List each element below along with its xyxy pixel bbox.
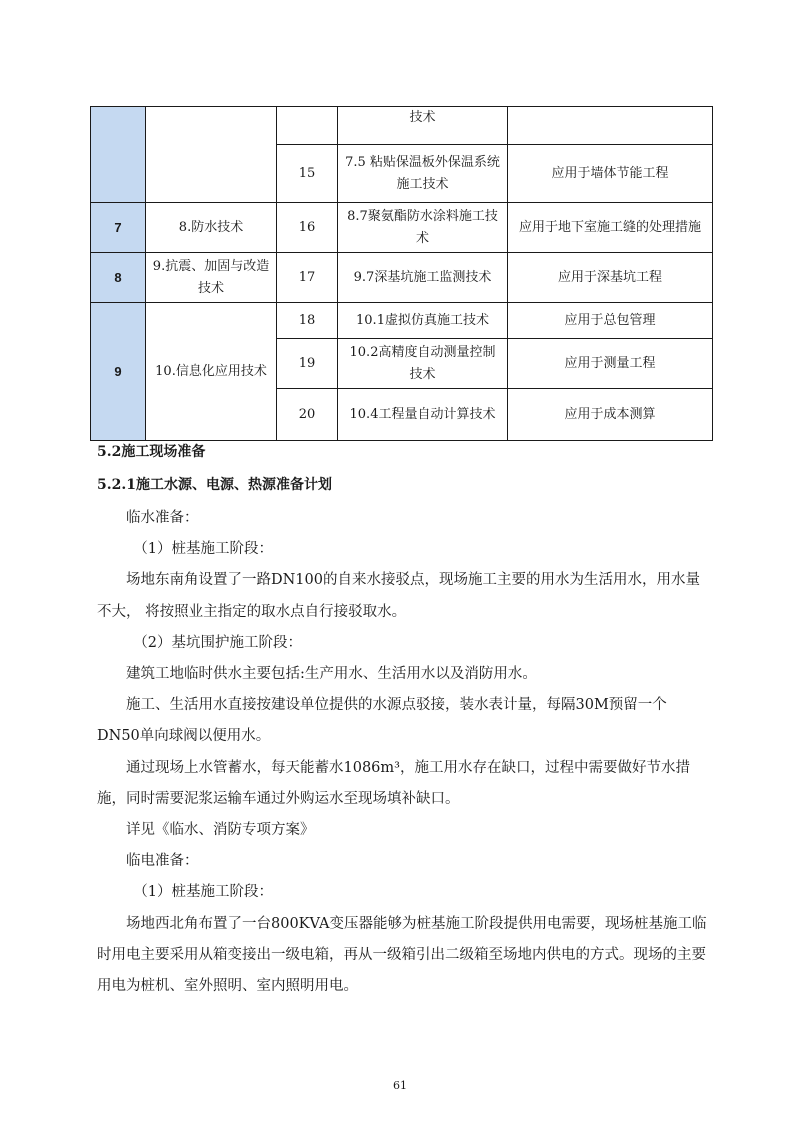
table-row: [91, 303, 713, 339]
number-cell: 17: [277, 253, 338, 303]
table-row: [91, 253, 713, 303]
paragraph: 场地东南角设置了一路DN100的自来水接驳点，现场施工主要的用水为生活用水，用水量不大， 将按照业主指定的取水点自行接驳取水。: [97, 572, 700, 620]
paragraph: 场地西北角布置了一台800KVA变压器能够为桩基施工阶段提供用电需要，现场桩基施工临时用电主要采用从箱变接出一级电箱，再从一级箱引出二级箱至场地内供电的方式。现场的主要用电为桩机、室外照明、室内照明用电。: [97, 915, 707, 995]
application-cell: [508, 107, 713, 145]
application-cell: 应用于测量工程: [508, 339, 713, 389]
body-text: [97, 503, 709, 1002]
paragraph-temp-power: 临电准备：: [126, 853, 199, 870]
paragraph-pile-stage: （1）桩基施工阶段：: [133, 884, 273, 901]
section-heading-5-2-1: 5.2.1施工水源、电源、热源准备计划: [97, 477, 332, 493]
section-heading-5-2: 5.2施工现场准备: [97, 444, 206, 460]
paragraph: 建筑工地临时供水主要包括:生产用水、生活用水以及消防用水。: [126, 666, 537, 683]
category-cell: 9.抗震、加固与改造技术: [146, 253, 277, 303]
number-cell: 16: [277, 203, 338, 253]
item-cell: 8.7聚氨酯防水涂料施工技术: [338, 203, 508, 253]
application-cell: 应用于深基坑工程: [508, 253, 713, 303]
paragraph-temp-water: 临水准备：: [126, 510, 199, 526]
table-row: [91, 203, 713, 253]
application-cell: 应用于总包管理: [508, 303, 713, 339]
application-cell: 应用于墙体节能工程: [508, 145, 713, 203]
item-cell: 7.5 粘贴保温板外保温系统施工技术: [338, 145, 508, 203]
paragraph: 施工、生活用水直接按建设单位提供的水源点驳接，装水表计量，每隔30M预留一个DN50单向球阀以便用水。: [97, 697, 667, 745]
seq-cell: 8: [91, 253, 146, 303]
seq-cell: 7: [91, 203, 146, 253]
paragraph: 通过现场上水管蓄水，每天能蓄水1086m³，施工用水存在缺口，过程中需要做好节水措施，同时需要泥浆运输车通过外购运水至现场填补缺口。: [97, 759, 690, 807]
seq-cell: [91, 107, 146, 203]
page-number: 61: [393, 1079, 407, 1092]
seq-cell: 9: [91, 303, 146, 441]
application-cell: 应用于成本测算: [508, 389, 713, 441]
application-cell: 应用于地下室施工缝的处理措施: [508, 203, 713, 253]
paragraph-pit-stage: （2）基坑围护施工阶段：: [133, 634, 302, 651]
paragraph: 详见《临水、消防专项方案》: [126, 822, 315, 839]
category-cell: [146, 107, 277, 203]
number-cell: [277, 107, 338, 145]
item-cell: 技术: [338, 107, 508, 145]
item-cell: 9.7深基坑施工监测技术: [338, 253, 508, 303]
number-cell: 18: [277, 303, 338, 339]
category-cell: 10.信息化应用技术: [146, 303, 277, 441]
number-cell: 20: [277, 389, 338, 441]
number-cell: 19: [277, 339, 338, 389]
number-cell: 15: [277, 145, 338, 203]
item-cell: 10.4工程量自动计算技术: [338, 389, 508, 441]
table-row: [91, 107, 713, 145]
item-cell: 10.1虚拟仿真施工技术: [338, 303, 508, 339]
item-cell: 10.2高精度自动测量控制技术: [338, 339, 508, 389]
paragraph-pile-stage: （1）桩基施工阶段：: [133, 541, 273, 558]
category-cell: 8.防水技术: [146, 203, 277, 253]
technology-table: [90, 106, 713, 441]
